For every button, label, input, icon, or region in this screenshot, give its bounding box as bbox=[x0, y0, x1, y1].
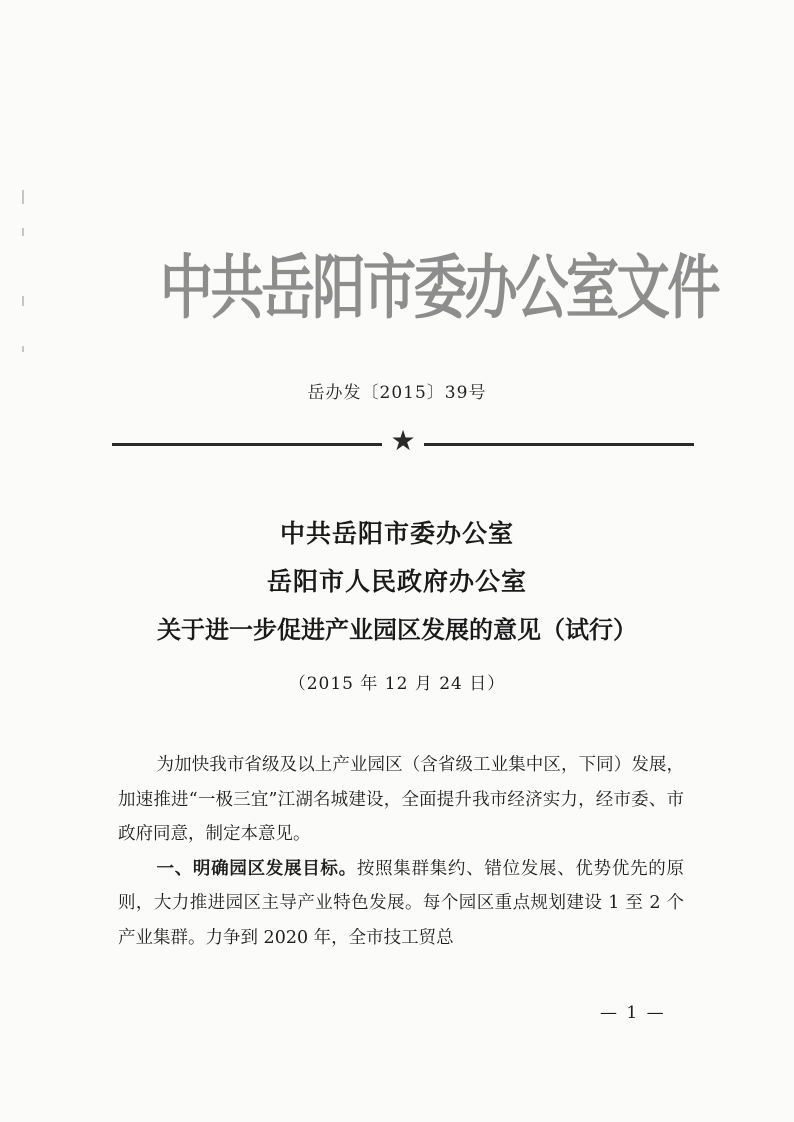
divider-rule-left bbox=[112, 443, 382, 446]
document-body bbox=[118, 748, 684, 955]
scan-mark bbox=[22, 346, 24, 352]
issuer-line-2: 岳阳市人民政府办公室 bbox=[266, 567, 527, 596]
section-1-heading: 一、明确园区发展目标。 bbox=[156, 858, 357, 879]
document-number: 岳办发〔2015〕39号 bbox=[307, 383, 487, 403]
masthead-divider bbox=[112, 424, 694, 457]
section-1-paragraph bbox=[118, 852, 684, 956]
section-1-text: 按照集群集约、错位发展、优势优先的原则，大力推进园区主导产业特色发展。每个园区重点规划建设 1 至 2 个产业集群。力争到 2020 年，全市技工贸总 bbox=[118, 858, 685, 948]
scan-mark bbox=[22, 190, 24, 204]
page-number: — 1 — bbox=[600, 1003, 666, 1023]
intro-paragraph: 为加快我市省级及以上产业园区（含省级工业集中区，下同）发展，加速推进“一极三宜”江湖名城建设，全面提升我市经济实力，经市委、市政府同意，制定本意见。 bbox=[118, 755, 684, 844]
document-title: 关于进一步促进产业园区发展的意见（试行） bbox=[157, 616, 637, 644]
issuer-line-1: 中共岳阳市委办公室 bbox=[279, 519, 514, 548]
scan-mark bbox=[22, 228, 24, 236]
masthead-title: 中共岳阳市委办公室文件 bbox=[159, 246, 719, 329]
star-icon: ★ bbox=[390, 424, 416, 457]
scan-mark bbox=[22, 296, 24, 306]
divider-rule-right bbox=[424, 443, 694, 446]
document-date: （2015 年 12 月 24 日） bbox=[288, 674, 506, 694]
